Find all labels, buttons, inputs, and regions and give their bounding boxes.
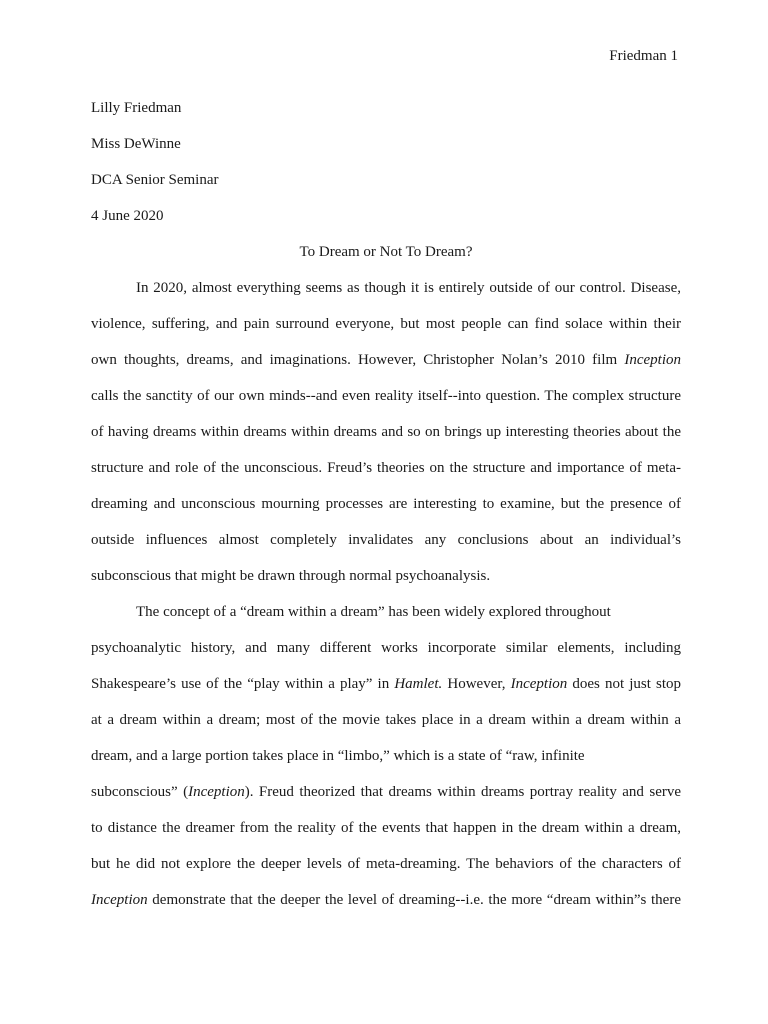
paragraph-line — [91, 666, 681, 702]
text-run: does not just stop — [567, 676, 682, 692]
paragraph-line: at a dream within a dream; most of the movie takes place in a dream within a dream within a — [91, 712, 681, 728]
course-name: DCA Senior Seminar — [91, 172, 219, 188]
paragraph-line: psychoanalytic history, and many different works incorporate similar elements, including — [91, 640, 681, 656]
paragraph-line: of having dreams within dreams within dreams and so on brings up interesting theories about the — [91, 424, 681, 440]
text-run: However, — [442, 676, 511, 692]
running-header: Friedman 1 — [609, 48, 678, 64]
paragraph-line: violence, suffering, and pain surround everyone, but most people can find solace within their — [91, 316, 681, 332]
paragraph-1 — [91, 270, 681, 594]
essay-title: To Dream or Not To Dream? — [299, 244, 473, 260]
film-title-italic: Inception — [188, 784, 245, 800]
play-title-italic: Hamlet. — [394, 676, 443, 692]
heading-block — [91, 90, 681, 234]
paragraph-line — [91, 882, 681, 918]
paragraph-line: dream, and a large portion takes place in “limbo,” which is a state of “raw, infinite — [91, 748, 585, 764]
film-title-italic: Inception — [91, 892, 148, 908]
paragraph-line: calls the sanctity of our own minds--and even reality itself--into question. The complex structure — [91, 388, 681, 404]
text-run: Shakespeare’s use of the “play within a play” in — [91, 676, 395, 692]
paragraph-line: subconscious that might be drawn through normal psychoanalysis. — [91, 568, 491, 584]
paragraph-line: The concept of a “dream within a dream” has been widely explored throughout — [136, 604, 611, 620]
text-run: subconscious” ( — [91, 784, 189, 800]
paragraph-line — [91, 774, 681, 810]
paragraph-line: In 2020, almost everything seems as though it is entirely outside of our control. Disease, — [136, 280, 681, 296]
paragraph-line: structure and role of the unconscious. Freud’s theories on the structure and importance of meta- — [91, 460, 681, 476]
film-title-italic: Inception — [624, 352, 681, 368]
paragraph-line: but he did not explore the deeper levels of meta-dreaming. The behaviors of the characters of — [91, 856, 681, 872]
text-run: ). Freud theorized that dreams within dreams portray reality and serve — [244, 784, 682, 800]
instructor-name: Miss DeWinne — [91, 136, 181, 152]
paragraph-line: to distance the dreamer from the reality of the events that happen in the dream within a dream, — [91, 820, 681, 836]
paragraph-2 — [91, 594, 681, 918]
author-name: Lilly Friedman — [91, 100, 182, 116]
text-run: own thoughts, dreams, and imaginations. However, Christopher Nolan’s 2010 film — [91, 352, 625, 368]
paragraph-line: dreaming and unconscious mourning processes are interesting to examine, but the presence of — [91, 496, 681, 512]
text-run: demonstrate that the deeper the level of dreaming--i.e. the more “dream within”s there — [147, 892, 681, 908]
paragraph-line — [91, 342, 681, 378]
film-title-italic: Inception — [510, 676, 568, 692]
date: 4 June 2020 — [91, 208, 164, 224]
document-body — [91, 90, 681, 918]
paragraph-line: outside influences almost completely invalidates any conclusions about an individual’s — [91, 532, 681, 548]
